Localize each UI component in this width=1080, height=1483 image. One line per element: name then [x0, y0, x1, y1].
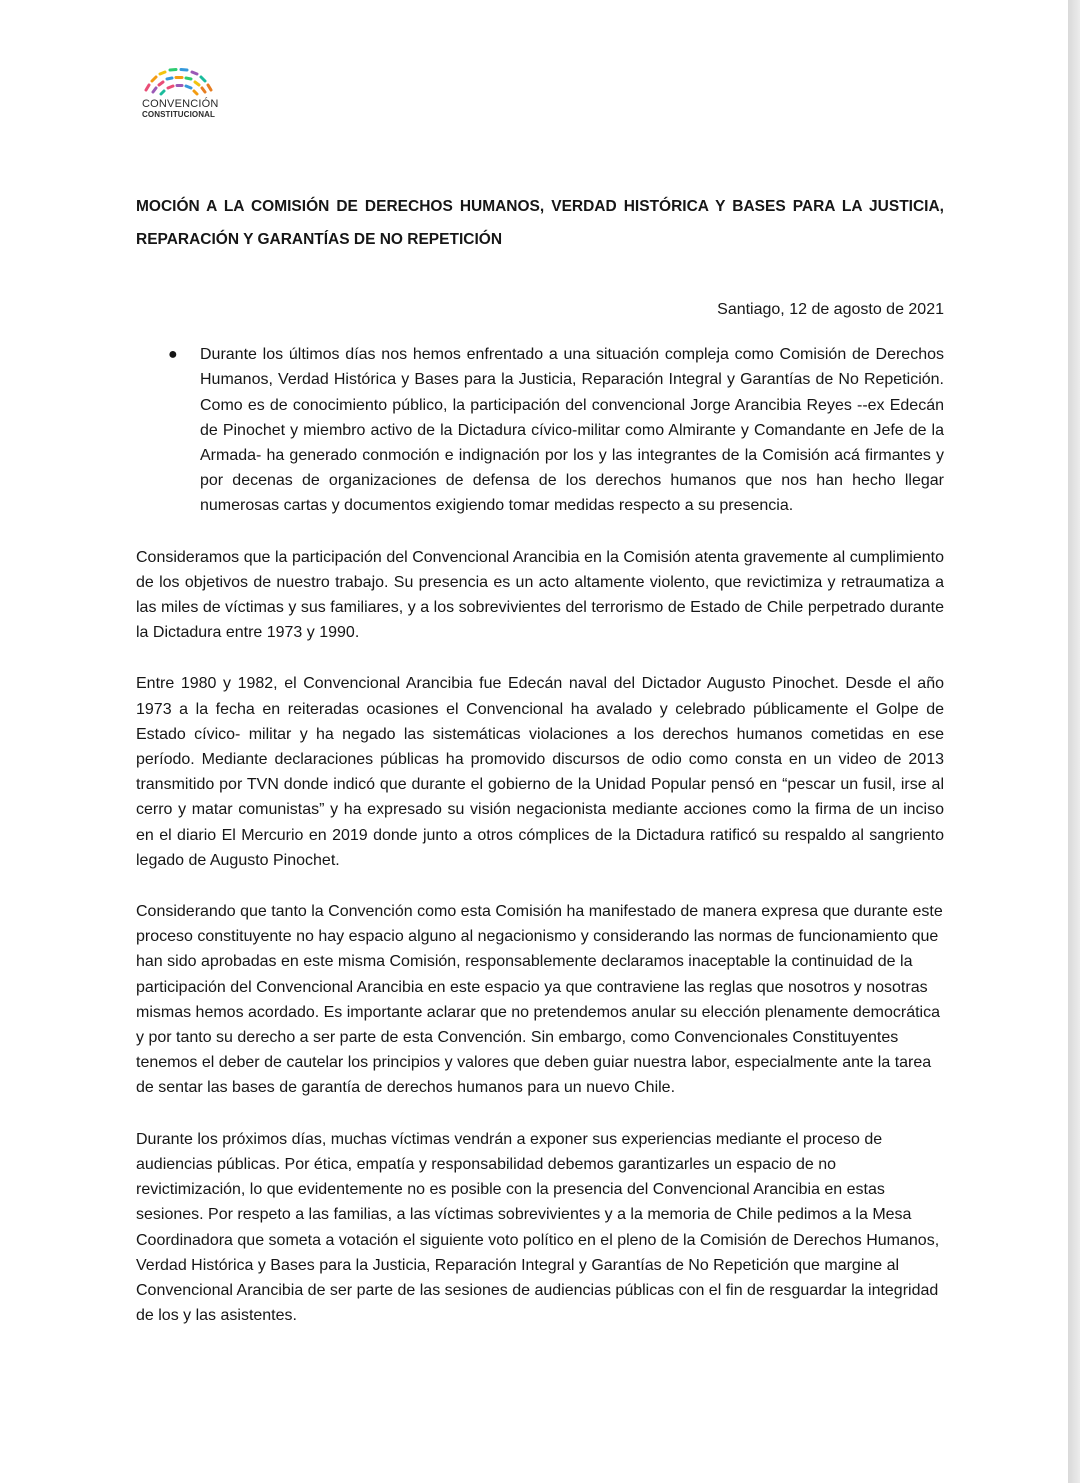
paragraph-1: Consideramos que la participación del Convencional Arancibia en la Comisión atenta gravemente al cumplimiento de los objetivos de nuestro trabajo. Su presencia es un acto altamente violento, que revictimiza y retraumatiza a las miles de víctimas y sus familiares, y a los sobrevivientes del terrorismo de Estado de Chile perpetrado durante la Dictadura entre 1973 y 1990.: [136, 548, 944, 642]
document-title: MOCIÓN A LA COMISIÓN DE DERECHOS HUMANOS, VERDAD HISTÓRICA Y BASES PARA LA JUSTICIA, REPARACIÓN Y GARANTÍAS DE NO REPETICIÓN: [136, 198, 944, 248]
paragraph-2: Entre 1980 y 1982, el Convencional Arancibia fue Edecán naval del Dictador Augusto Pinochet. Desde el año 1973 a la fecha en reiteradas ocasiones el Convencional ha avalado y celebrado públicamente el Golpe de Estado cívico- militar y ha negado las sistemáticas violaciones a los derechos humanos cometidas en ese período. Mediante declaraciones públicas ha promovido discursos de odio como consta en un video de 2013 transmitido por TVN donde indicó que durante el gobierno de la Unidad Popular pensó en “pescar un fusil, irse al cerro y matar comunistas” y ha expresado su visión negacionista mediante acciones como la firma de un inciso en el diario El Mercurio en 2019 donde junto a otros cómplices de la Dictadura ratificó su respaldo al sangriento legado de Augusto Pinochet.: [136, 675, 944, 869]
bullet-icon: ●: [168, 346, 178, 364]
convencion-logo: [140, 62, 230, 122]
document-date: Santiago, 12 de agosto de 2021: [717, 301, 944, 318]
document-body: [136, 190, 944, 1328]
bullet-paragraph: [136, 342, 944, 518]
bullet-text: Durante los últimos días nos hemos enfrentado a una situación compleja como Comisión de Derechos Humanos, Verdad Histórica y Bases para la Justicia, Reparación Integral y Garantías de No Repetición. Como es de conocimiento público, la participación del convencional Jorge Arancibia Reyes --ex Edecán de Pinochet y miembro activo de la Dictadura cívico-militar como Almirante y Comandante en Jefe de la Armada- ha generado conmoción e indignación por los y las integrantes de la Comisión acá firmantes y por decenas de organizaciones de defensa de los derechos humanos que nos han hecho llegar numerosas cartas y documentos exigiendo tomar medidas respecto a su presencia.: [200, 346, 944, 515]
logo-text-line2: CONSTITUCIONAL: [142, 110, 215, 119]
logo-arc-icon: [140, 62, 220, 98]
paragraph-3: Considerando que tanto la Convención como esta Comisión ha manifestado de manera expresa que durante este proceso constituyente no hay espacio alguno al negacionismo y considerando las normas de funcionamiento que han sido aprobadas en este misma Comisión, responsablemente declaramos inaceptable la continuidad de la participación del Convencional Arancibia en este espacio ya que contraviene las reglas que nosotros y nosotras mismas hemos acordado. Es importante aclarar que no pretendemos anular su elección plenamente democrática y por tanto su derecho a ser parte de esta Convención. Sin embargo, como Convencionales Constituyentes tenemos el deber de cautelar los principios y valores que deben guiar nuestra labor, especialmente ante la tarea de sentar las bases de garantía de derechos humanos para un nuevo Chile.: [136, 903, 943, 1097]
page-edge: [1068, 0, 1080, 1483]
paragraph-4: Durante los próximos días, muchas víctimas vendrán a exponer sus experiencias mediante el proceso de audiencias públicas. Por ética, empatía y responsabilidad debemos garantizarles un espacio de no revictimización, lo que evidentemente no es posible con la presencia del Convencional Arancibia en estas sesiones. Por respeto a las familias, a las víctimas sobrevivientes y a la memoria de Chile pedimos a la Mesa Coordinadora que someta a votación el siguiente voto político en el pleno de la Comisión de Derechos Humanos, Verdad Histórica y Bases para la Justicia, Reparación Integral y Garantías de No Repetición que margine al Convencional Arancibia de ser parte de las sesiones de audiencias públicas con el fin de resguardar la integridad de los y las asistentes.: [136, 1130, 940, 1325]
logo-text-line1: CONVENCIÓN: [142, 98, 219, 110]
